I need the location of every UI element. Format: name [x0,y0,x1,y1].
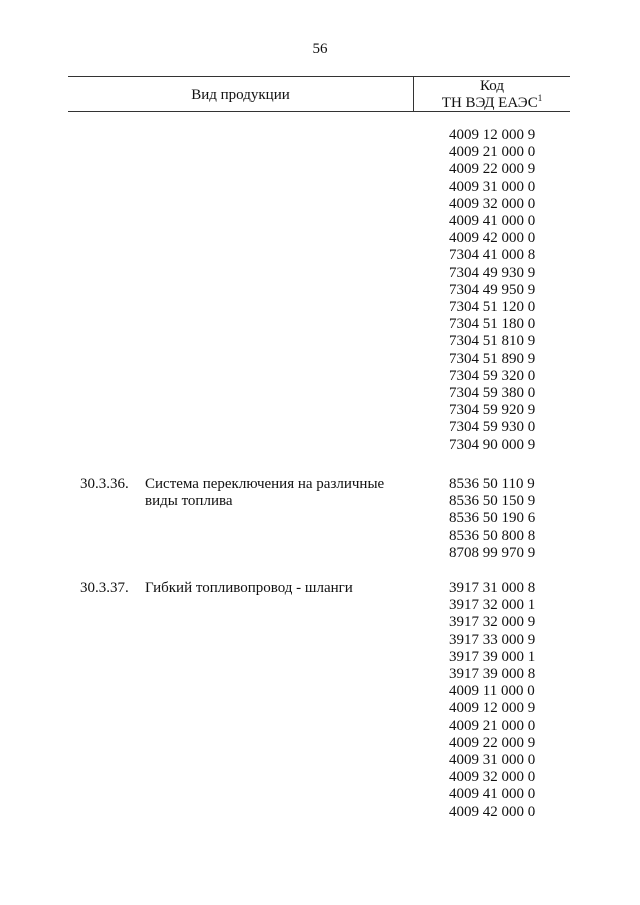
code-item: 7304 49 950 9 [449,281,536,298]
code-item: 7304 51 890 9 [449,350,536,367]
code-item: 7304 59 320 0 [449,367,536,384]
code-item: 4009 11 000 0 [449,683,535,700]
row-number-30-3-37: 30.3.37. [80,580,129,596]
row-number-30-3-36: 30.3.36. [80,476,129,492]
code-item: 4009 12 000 9 [449,700,536,717]
code-item: 3917 32 000 1 [449,597,536,614]
code-item: 7304 59 930 0 [449,419,536,436]
code-item: 4009 42 000 0 [449,803,536,820]
code-item: 7304 59 920 9 [449,402,536,419]
code-item: 7304 51 180 0 [449,316,536,333]
header-code-footnote-mark: 1 [537,93,543,103]
code-item: 4009 22 000 9 [449,734,536,751]
code-item: 4009 31 000 0 [449,178,536,195]
continuation-code-list [449,127,535,454]
table-header-top-rule [68,76,570,77]
code-item: 3917 39 000 8 [449,666,536,683]
code-item: 4009 31 000 0 [449,752,536,769]
header-code-line2-text: ТН ВЭД ЕАЭС [441,95,538,111]
code-item: 7304 49 930 9 [449,264,536,281]
code-item: 4009 41 000 0 [449,213,536,230]
code-item: 8536 50 110 9 [449,476,535,492]
row-name-30-3-37: Гибкий топливопровод - шланги [145,580,353,596]
code-item: 4009 32 000 0 [449,769,536,786]
header-product-type: Вид продукции [191,87,290,103]
code-item: 7304 41 000 8 [449,247,536,264]
code-item: 4009 12 000 9 [449,127,536,143]
code-item: 4009 21 000 0 [449,144,536,161]
row-name-30-3-36: Система переключения на различные виды топлива [145,476,385,510]
code-item: 4009 21 000 0 [449,717,536,734]
code-item: 8708 99 970 9 [449,544,536,561]
row-codes-30-3-36 [449,476,535,562]
code-item: 3917 32 000 9 [449,614,536,631]
code-item: 7304 59 380 0 [449,385,536,402]
code-item: 4009 42 000 0 [449,230,536,247]
code-item: 7304 51 120 0 [449,299,536,316]
code-item: 7304 51 810 9 [449,333,536,350]
header-code [414,78,570,112]
code-item: 3917 39 000 1 [449,648,536,665]
header-code-line2 [414,95,570,112]
code-item: 7304 90 000 9 [449,436,536,453]
code-item: 8536 50 150 9 [449,493,536,510]
code-item: 8536 50 190 6 [449,510,536,527]
code-item: 3917 33 000 9 [449,631,536,648]
page-number: 56 [312,41,328,57]
code-item: 4009 32 000 0 [449,195,536,212]
header-code-line1: Код [480,78,504,94]
code-item: 3917 31 000 8 [449,580,536,596]
code-item: 8536 50 800 8 [449,527,536,544]
code-item: 4009 22 000 9 [449,161,536,178]
row-codes-30-3-37 [449,580,535,821]
code-item: 4009 41 000 0 [449,786,536,803]
